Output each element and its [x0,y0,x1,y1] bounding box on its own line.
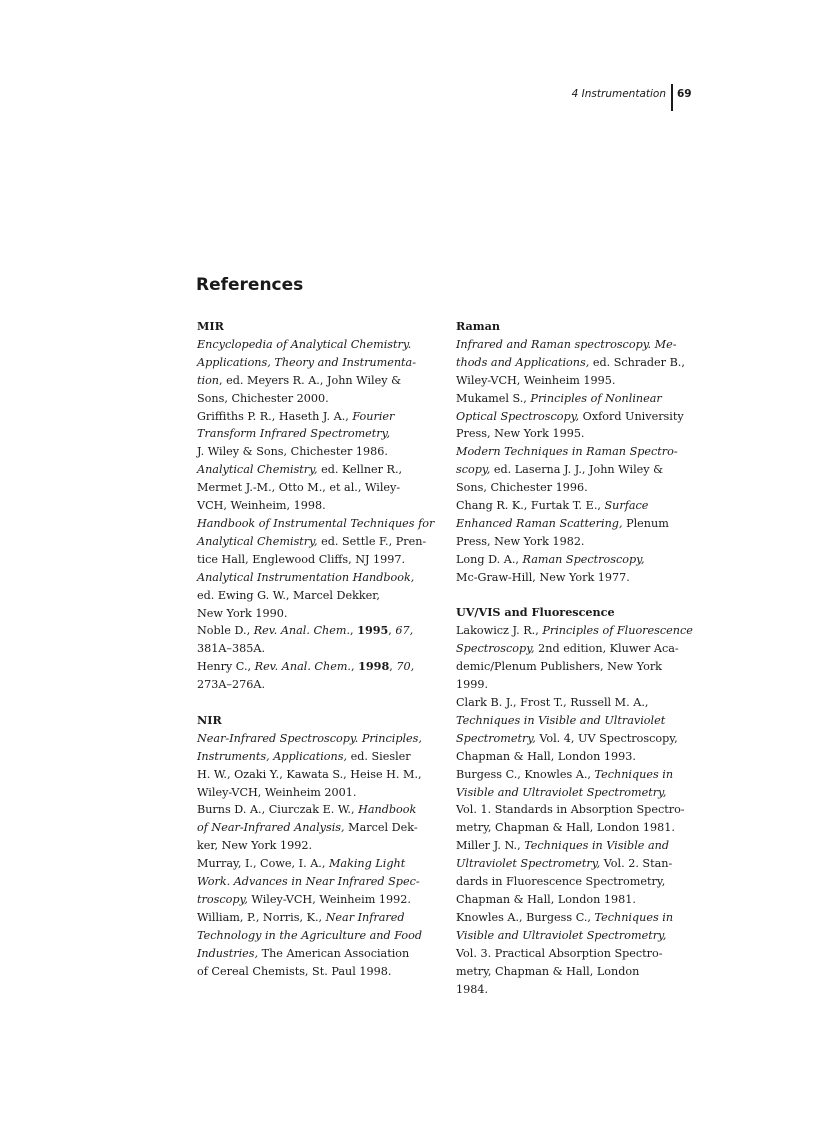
reference-text: , ed. Meyers R. A., John Wiley & [219,373,402,387]
reference-line [197,551,409,569]
reference-group [456,318,685,587]
reference-text: 70, [396,660,415,674]
reference-text: Technology in the Agriculture and Food [197,928,423,942]
reference-line [197,801,417,819]
reference-line [456,515,668,533]
reference-line [456,712,668,730]
reference-line [456,748,668,766]
reference-text: Wiley-VCH, Weinheim 1995. [456,373,616,387]
reference-line [197,533,427,551]
reference-text: ed. Settle F., Pren- [317,534,427,548]
reference-line [197,748,409,766]
reference-line [197,819,418,837]
reference-text: 381A–385A. [197,642,266,656]
reference-text: Analytical Instrumentation Handbook, [197,570,415,584]
reference-line [456,336,677,354]
reference-line [456,390,668,408]
reference-text: thods and Applications, [456,355,590,369]
reference-text: 1998 [358,659,390,674]
reference-text: Work. Advances in Near Infrared Spec- [197,875,420,889]
reference-line [456,927,668,945]
reference-text: Vol. 1. Standards in Absorption Spectro- [456,803,685,817]
reference-text: H. W., Ozaki Y., Kawata S., Heise H. M., [197,767,422,781]
reference-text: Raman Spectroscopy, [522,552,645,566]
reference-text: Visible and Ultraviolet Spectrometry, [456,928,667,942]
reference-line [456,533,668,551]
header-rule [671,84,673,111]
reference-line [456,408,684,426]
reference-text: 67, [395,624,414,638]
reference-text: Surface [604,499,649,513]
reference-text: Making Light [328,857,406,871]
reference-text: Wiley-VCH, Weinheim 2001. [197,785,357,799]
reference-text: Industries, [197,946,259,960]
reference-line [197,461,409,479]
reference-line [197,658,415,676]
reference-line [456,658,668,676]
reference-line [456,640,679,658]
left-column [197,318,435,998]
reference-text: Rev. Anal. Chem. [254,660,351,674]
right-column [456,318,693,1016]
reference-line [456,372,668,390]
reference-line [456,551,668,569]
reference-text: Miller J. N., [456,839,525,853]
reference-line [197,336,412,354]
reference-text: metry, Chapman & Hall, London 1981. [456,821,675,835]
reference-line [456,963,668,981]
reference-text: Enhanced Raman Scattering, [456,516,623,530]
reference-line [197,497,409,515]
reference-text: Griffiths P. R., Haseth J. A., [197,409,353,423]
chapter-title: 4 Instrumentation [571,88,666,100]
reference-text: Principles of Nonlinear [530,391,662,405]
reference-line [456,425,668,443]
reference-text: Vol. 2. Stan- [600,857,673,871]
reference-line [456,801,685,819]
reference-text: , [350,624,358,638]
reference-text: 1984. [456,982,489,996]
reference-line [456,945,668,963]
reference-line [456,443,678,461]
reference-line [197,855,409,873]
reference-text: Wiley-VCH, Weinheim 1992. [247,892,411,906]
reference-text: Murray, I., Cowe, I. A., [197,857,329,871]
reference-text: tion [197,373,220,387]
reference-text: troscopy, [197,892,248,906]
reference-text: 2nd edition, Kluwer Aca- [534,642,679,656]
reference-text: Transform Infrared Spectrometry, [197,427,391,441]
reference-line [197,784,409,802]
reference-text: ed. Kellner R., [317,463,403,477]
reference-text: Vol. 4, UV Spectroscopy, [535,731,678,745]
reference-line [456,766,674,784]
reference-text: , [389,660,397,674]
reference-line [456,891,668,909]
reference-line [456,981,668,999]
reference-text: 273A–276A. [197,678,266,692]
reference-group-heading: Raman [456,319,501,333]
reference-text: J. Wiley & Sons, Chichester 1986. [197,445,388,459]
reference-text: Burns D. A., Ciurczak E. W., [197,803,359,817]
reference-line [197,443,409,461]
reference-line [456,622,693,640]
reference-line [456,694,668,712]
reference-line [456,837,668,855]
reference-line [197,425,409,443]
reference-text: Optical Spectroscopy, [456,409,580,423]
reference-text: Lakowicz J. R., [456,624,543,638]
reference-line [197,605,409,623]
reference-text: Modern Techniques in Raman Spectro- [456,445,678,459]
reference-text: Handbook [358,803,417,817]
reference-text: Knowles A., Burgess C., [456,910,595,924]
reference-line [197,372,409,390]
reference-line [456,676,668,694]
reference-text: Infrared and Raman spectroscopy. Me- [456,337,677,351]
reference-line [197,479,409,497]
reference-text: 1995 [357,623,389,638]
reference-line [197,569,415,587]
reference-text: 1999. [456,678,489,692]
reference-line [197,640,409,658]
reference-text: Chapman & Hall, London 1993. [456,749,636,763]
reference-text: demic/Plenum Publishers, New York [456,660,662,674]
reference-text: Burgess C., Knowles A., [456,767,595,781]
reference-text: William, P., Norris, K., [197,910,326,924]
reference-line [197,891,409,909]
reference-text: Techniques in [594,910,674,924]
reference-text: Marcel Dek- [344,821,418,835]
reference-group-heading: UV/VIS and Fluorescence [456,605,615,620]
reference-line [197,587,409,605]
reference-text: Chang R. K., Furtak T. E., [456,499,605,513]
reference-line [197,837,409,855]
reference-text: Long D. A., [456,552,523,566]
reference-line [456,819,675,837]
reference-line [197,676,409,694]
reference-text: Rev. Anal. Chem. [253,624,351,638]
reference-line [197,408,409,426]
reference-text: Mermet J.-M., Otto M., et al., Wiley- [197,481,401,495]
reference-text: ker, New York 1992. [197,839,313,853]
reference-text: Spectroscopy, [456,642,535,656]
reference-text: Techniques in Visible and [524,839,670,853]
reference-text: Analytical Chemistry, [197,534,318,548]
reference-line [197,622,414,640]
reference-line [197,963,409,981]
reference-text: metry, Chapman & Hall, London [456,964,640,978]
reference-text: tice Hall, Englewood Cliffs, NJ 1997. [197,552,406,566]
reference-text: Oxford University [579,409,684,423]
reference-line [456,461,668,479]
reference-line [456,569,668,587]
reference-text: of Near-Infrared Analysis, [197,821,345,835]
reference-text: Press, New York 1995. [456,427,585,441]
reference-text: Mukamel S., [456,391,531,405]
reference-text: Analytical Chemistry, [197,463,318,477]
reference-text: Plenum [622,516,669,530]
reference-line [197,515,435,533]
reference-group [456,604,693,998]
reference-line [456,873,668,891]
reference-line [456,354,685,372]
reference-text: ed. Siesler [347,749,411,763]
reference-text: dards in Fluorescence Spectrometry, [456,875,666,889]
reference-text: Near-Infrared Spectroscopy. Principles, [197,731,422,745]
reference-line [456,909,674,927]
reference-line [197,390,409,408]
reference-text: Vol. 3. Practical Absorption Spectro- [456,946,663,960]
reference-text: Handbook of Instrumental Techniques for [197,516,435,530]
reference-line [456,855,673,873]
reference-line [197,927,423,945]
reference-text: Press, New York 1982. [456,534,585,548]
reference-text: Clark B. J., Frost T., Russell M. A., [456,696,649,710]
reference-text: , [388,624,396,638]
reference-text: New York 1990. [197,606,288,620]
reference-line [456,784,668,802]
reference-group-heading: NIR [197,712,222,727]
reference-text: Near Infrared [325,910,405,924]
reference-line [197,766,422,784]
reference-line [197,730,422,748]
running-header [560,84,695,112]
reference-text: Mc-Graw-Hill, New York 1977. [456,570,630,584]
reference-text: Sons, Chichester 1996. [456,481,588,495]
reference-text: Sons, Chichester 2000. [197,391,329,405]
reference-text: Chapman & Hall, London 1981. [456,892,636,906]
reference-text: of Cereal Chemists, St. Paul 1998. [197,964,392,978]
reference-group [197,318,435,694]
reference-text: Principles of Fluorescence [542,624,693,638]
page-number: 69 [677,88,692,100]
reference-text: Techniques in Visible and Ultraviolet [456,713,666,727]
reference-text: Encyclopedia of Analytical Chemistry. [197,337,412,351]
reference-text: VCH, Weinheim, 1998. [197,499,326,513]
reference-text: scopy, [456,463,491,477]
reference-line [456,730,678,748]
reference-line [456,497,668,515]
reference-text: ed. Schrader B., [589,355,685,369]
reference-text: ed. Laserna J. J., John Wiley & [490,463,664,477]
reference-text: Noble D., [197,624,254,638]
reference-text: Spectrometry, [456,731,536,745]
reference-line [197,945,409,963]
reference-text: Techniques in [594,767,674,781]
reference-line [197,354,416,372]
reference-text: ed. Ewing G. W., Marcel Dekker, [197,588,380,602]
reference-text: , [350,660,359,674]
reference-text: Applications, Theory and Instrumenta- [197,355,416,369]
reference-line [456,479,668,497]
reference-text: Instruments, Applications, [197,749,348,763]
reference-text: Henry C., [197,660,255,674]
reference-line [197,873,420,891]
reference-text: Fourier [352,409,395,423]
reference-group [197,712,423,981]
reference-text: The American Association [258,946,410,960]
reference-line [197,909,409,927]
section-title: References [196,275,304,295]
reference-text: Visible and Ultraviolet Spectrometry, [456,785,667,799]
reference-group-heading: MIR [197,319,224,333]
reference-text: Ultraviolet Spectrometry, [456,857,601,871]
